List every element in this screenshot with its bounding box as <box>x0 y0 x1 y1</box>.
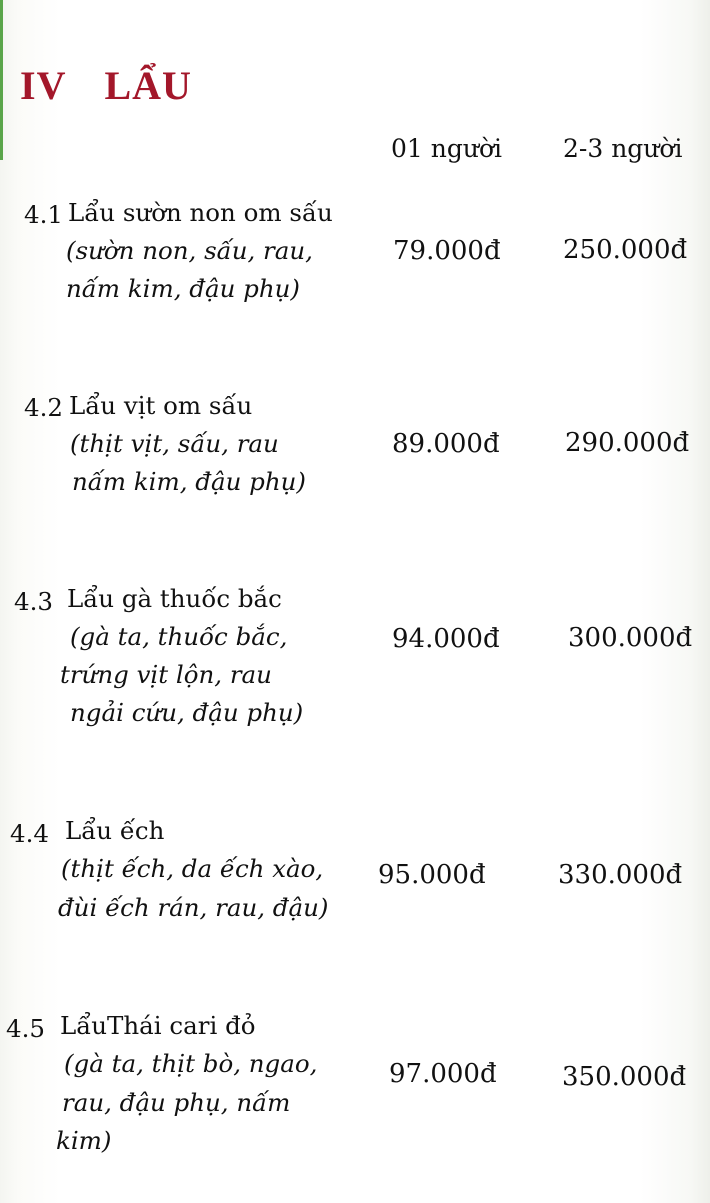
section-title: LẨU <box>104 63 192 108</box>
price-single: 89.000đ <box>392 429 500 459</box>
item-code: 4.1 <box>24 200 63 229</box>
item-description-line: kim) <box>56 1126 112 1155</box>
item-description-line: ngải cứu, đậu phụ) <box>70 698 304 727</box>
price-group: 330.000đ <box>558 860 683 890</box>
item-code: 4.2 <box>24 393 63 422</box>
price-single: 94.000đ <box>392 624 500 654</box>
item-description-line: (thịt ếch, da ếch xào, <box>61 854 324 883</box>
price-single: 97.000đ <box>389 1059 497 1089</box>
price-group: 250.000đ <box>563 235 688 265</box>
item-name: Lẩu ếch <box>65 816 165 845</box>
item-description-line: (sườn non, sấu, rau, <box>66 236 313 265</box>
green-edge <box>0 0 3 160</box>
price-single: 79.000đ <box>393 236 501 266</box>
item-name: Lẩu gà thuốc bắc <box>67 584 282 613</box>
item-name: Lẩu sườn non om sấu <box>68 198 333 227</box>
item-description-line: (gà ta, thuốc bắc, <box>70 622 288 651</box>
item-code: 4.4 <box>10 819 49 848</box>
item-description-line: rau, đậu phụ, nấm <box>62 1088 291 1117</box>
price-group: 300.000đ <box>568 623 693 653</box>
column-header-single: 01 người <box>391 134 503 163</box>
item-description-line: (thịt vịt, sấu, rau <box>70 429 279 458</box>
item-description-line: đùi ếch rán, rau, đậu) <box>58 893 329 922</box>
item-name: Lẩu vịt om sấu <box>69 391 253 420</box>
price-group: 290.000đ <box>565 428 690 458</box>
item-description-line: nấm kim, đậu phụ) <box>66 274 300 303</box>
price-single: 95.000đ <box>378 860 486 890</box>
price-group: 350.000đ <box>562 1062 687 1092</box>
item-code: 4.3 <box>14 587 53 616</box>
item-name: LẩuThái cari đỏ <box>60 1011 256 1040</box>
section-heading <box>20 62 192 109</box>
item-description-line: nấm kim, đậu phụ) <box>72 467 306 496</box>
item-description-line: (gà ta, thịt bò, ngao, <box>64 1049 318 1078</box>
column-header-group: 2-3 người <box>563 134 683 163</box>
item-code: 4.5 <box>6 1014 45 1043</box>
item-description-line: trứng vịt lộn, rau <box>60 660 272 689</box>
section-number: IV <box>20 63 67 108</box>
